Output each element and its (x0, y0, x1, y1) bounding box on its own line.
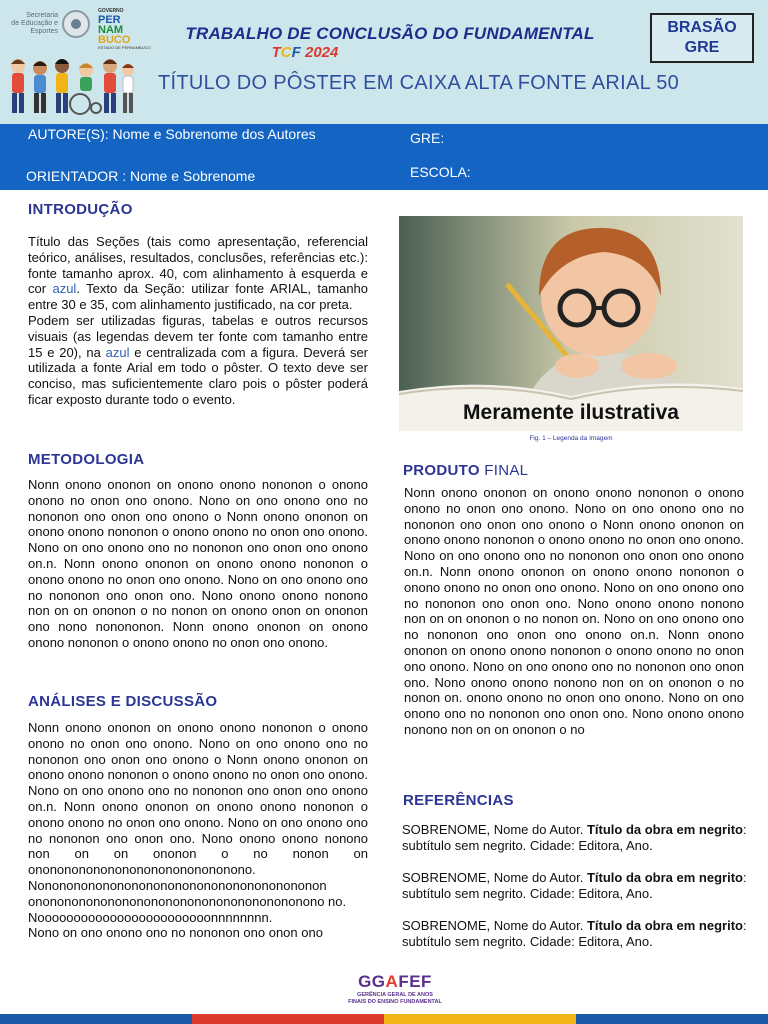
introducao-heading: INTRODUÇÃO (28, 201, 133, 218)
pe-logo-gov: GOVERNO (98, 8, 124, 14)
escola-field: ESCOLA: (410, 164, 471, 180)
introducao-p1-blue: azul (52, 281, 77, 297)
students-illustration-icon (4, 52, 138, 120)
tcf-title (140, 44, 470, 61)
introducao-text (28, 234, 368, 408)
reference-rest: : subtítulo sem negrito. Cidade: Editora, Ano. (402, 918, 747, 950)
logo-group (6, 8, 156, 48)
metodologia-text: Nonn onono ononon on onono onono nononon o onono onono no onon ono onono. Nono on ono onono ono no nononon ono onon ono onono o Nonn onono ononon on onono onono nononon o onono onono no onon ono onono. Nono on ono onono ono no nononon ono onon ono onono on.n. Nonn onono ononon on onono onono nononon o onono onono no onon ono onono. Nono on ono onono ono no nononon ono onon ono. Nono onono onono nonono non on on ononon o no nonon on onono onon on ononon ono nono nonononon. Nonn onono ononon on onono onono nononon o onono onono no onon ono onono. (28, 477, 368, 650)
analises-text-2: Nonononononononononononononononononononon onononononononononononononononononononono no. Noooooooooooooooooooooooonnnnnnnn. (28, 877, 347, 925)
ggafef-line-1: GERÊNCIA GERAL DE ANOS (357, 992, 433, 998)
reference-item (402, 822, 754, 854)
pe-logo-word-3: BUCO (98, 34, 131, 46)
ggafef-logo (325, 972, 465, 1005)
introducao-p1: Título das Seções (tais como apresentação, referencial teórico, análises, resultados, conclusões, referências etc.): fonte tamanho aprox. 40, com alinhamento à esquerda e cor (28, 234, 368, 297)
referencias-heading: REFERÊNCIAS (403, 792, 514, 809)
brasao-line-1: BRASÃO (667, 19, 737, 36)
reference-author: SOBRENOME, Nome do Autor. (402, 822, 587, 837)
figure-caption: Fig. 1 – Legenda da Imagem (529, 435, 613, 442)
photo-overlay-text: Meramente ilustrativa (463, 401, 679, 424)
poster-header (0, 0, 768, 124)
introducao-p2-end: e centralizada com a figura. Deverá ser utilizada a fonte Arial em todo o pôster. O texto deve ser conciso, mas suficientemente claro pois o pôster poderá ficar exposto durante todo o evento. (28, 344, 369, 407)
autores-field: AUTORE(S): Nome e Sobrenome dos Autores (28, 126, 316, 142)
footer-color-stripes (0, 1014, 768, 1024)
stripe-blue-2 (576, 1014, 768, 1024)
ggafef-post: FEF (398, 972, 432, 991)
illustrative-photo (399, 216, 743, 431)
stripe-blue-1 (0, 1014, 192, 1024)
tcf-letter-t: T (271, 44, 281, 61)
main-title: TRABALHO DE CONCLUSÃO DO FUNDAMENTAL (185, 24, 595, 43)
pe-logo-word-2: NAM (98, 24, 124, 36)
analises-text-1: Nonn onono ononon on onono onono nononon o onono onono no onon ono onono. Nono on ono onono ono no nononon ono onon ono onono o Nonn onono ononon on onono onono nononon o onono onono no onon ono onono. Nono on ono onono ono no nononon ono onon ono onono on.n. Nonn onono ononon on onono onono nononon o onono onono no onon ono onono. Nono on ono onono ono no nononon ono onon ono. Nono onono onono nonono non on on ononon o no nonon on ononononononononononononononono. (28, 720, 368, 878)
student-figure-5 (103, 59, 117, 113)
student-figure-1 (11, 59, 25, 113)
produto-heading-bold: PRODUTO (403, 462, 480, 479)
produto-heading-light: FINAL (479, 462, 529, 479)
ggafef-line-2: FINAIS DO ENSINO FUNDAMENTAL (348, 998, 442, 1005)
student-figure-6 (122, 64, 134, 113)
analises-text (28, 720, 368, 941)
poster-title: TÍTULO DO PÔSTER EM CAIXA ALTA FONTE ARIAL 50 (158, 72, 680, 94)
reference-rest: : subtítulo sem negrito. Cidade: Editora, Ano. (402, 822, 747, 854)
secretaria-line-2: de Educação e (11, 20, 58, 27)
ggafef-a: A (385, 972, 399, 991)
reference-author: SOBRENOME, Nome do Autor. (402, 870, 587, 885)
introducao-p2-blue: azul (105, 344, 130, 360)
student-figure-4 (70, 63, 101, 114)
reference-author: SOBRENOME, Nome do Autor. (402, 918, 587, 933)
secretaria-line-1: Secretaria (26, 12, 58, 19)
introducao-p2: Podem ser utilizadas figuras, tabelas e outros recursos visuais (as legendas devem ter fonte com tamanho entre 15 e 20), na (28, 312, 368, 360)
brasao-placeholder (650, 13, 754, 63)
produto-heading (403, 462, 528, 479)
tcf-year: 2024 (304, 44, 339, 61)
stripe-red (192, 1014, 384, 1024)
metodologia-heading: METODOLOGIA (28, 451, 145, 468)
analises-heading: ANÁLISES E DISCUSSÃO (28, 693, 218, 710)
reference-title: Título da obra em negrito (586, 918, 743, 933)
analises-text-3: Nono on ono onono ono no nononon ono onon ono (28, 925, 323, 941)
reference-rest: : subtítulo sem negrito. Cidade: Editora, Ano. (402, 870, 747, 902)
ggafef-logo-wordmark (325, 972, 465, 992)
child-reading-illustration (399, 216, 743, 431)
reference-title: Título da obra em negrito (586, 822, 743, 837)
stripe-yellow (384, 1014, 576, 1024)
orientador-field: ORIENTADOR : Nome e Sobrenome (26, 168, 256, 184)
secretaria-line-3: Esportes (30, 28, 58, 35)
reference-item (402, 870, 754, 902)
student-figure-3 (55, 59, 69, 113)
reference-title: Título da obra em negrito (586, 870, 743, 885)
secretaria-logo-text (6, 12, 58, 36)
gre-field: GRE: (410, 130, 445, 146)
tcf-letter-f: F (291, 44, 301, 61)
reference-item (402, 918, 754, 950)
state-seal-icon (62, 10, 90, 38)
tcf-letter-c: C (280, 44, 292, 61)
introducao-p1-end: . Texto da Seção: utilizar fonte ARIAL, tamanho entre 30 e 35, com alinhamento justificado, na cor preta. (28, 281, 369, 313)
student-figure-2 (33, 61, 47, 113)
ggafef-pre: GG (358, 972, 386, 991)
pe-logo-word-1: PER (98, 14, 121, 26)
pe-logo-estado: ESTADO DE PERNAMBUCO (98, 45, 151, 50)
author-band (0, 124, 768, 190)
produto-text: Nonn onono ononon on onono onono nononon o onono onono no onon ono onono. Nono on ono onono ono no nononon ono onon ono onono o Nonn onono ononon on onono onono nononon o onono onono no onon ono onono. Nono on ono onono ono no nononon ono onon ono onono on.n. Nonn onono ononon on onono onono nononon o onono onono no onon ono onono. Nono on ono onono ono no nononon ono onon ono. Nono onono onono nonono non on on ononon o no nonon on. Nono on ono onono ono no nononon ono onon ono onono on.n. Nonn onono ononon on onono onono nononon o onono onono no onon ono onono. Nono on ono onono ono no nononon ono onon ono. Nono onono onono nonono non on on ononon o no nonon on. onono onono no onon ono onono. Nono on ono onono ono no nononon ono onon ono. Nono onono onono nonono non on on ononon o no (404, 485, 744, 737)
brasao-line-2: GRE (684, 39, 720, 56)
